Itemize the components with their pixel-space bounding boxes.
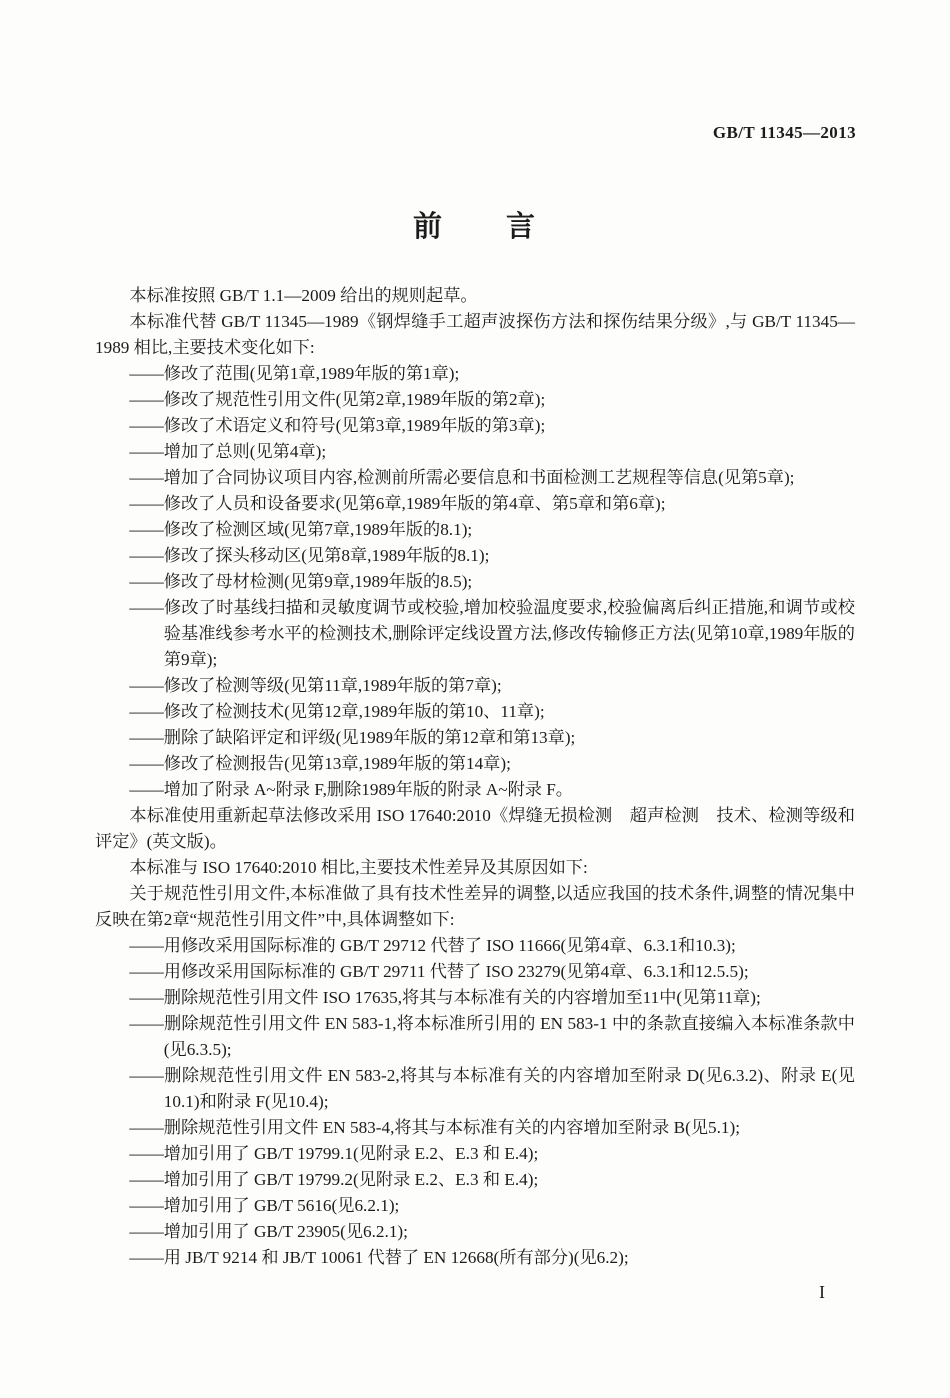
dash-prefix: —— (129, 702, 164, 721)
block-text: 删除规范性引用文件 EN 583-2,将其与本标准有关的内容增加至附录 D(见6.3.2)、附录 E(见10.1)和附录 F(见10.4); (163, 1066, 855, 1111)
paragraph (95, 309, 855, 361)
block-text: 修改了范围(见第1章,1989年版的第1章); (163, 364, 460, 383)
block-text: 本标准代替 GB/T 11345—1989《钢焊缝手工超声波探伤方法和探伤结果分级》,与 GB/T 11345—1989 相比,主要技术变化如下: (95, 312, 855, 357)
list-item (129, 959, 855, 985)
list-item (129, 1011, 855, 1063)
block-text: 删除规范性引用文件 ISO 17635,将其与本标准有关的内容增加至11中(见第11章); (163, 988, 761, 1007)
list-item (129, 933, 855, 959)
list-item (129, 543, 855, 569)
dash-prefix: —— (129, 1066, 164, 1085)
list-item (129, 751, 855, 777)
dash-prefix: —— (129, 988, 164, 1007)
block-text: 本标准按照 GB/T 1.1—2009 给出的规则起草。 (129, 286, 478, 305)
page-title: 前 言 (412, 211, 537, 243)
block-text: 增加引用了 GB/T 5616(见6.2.1); (163, 1196, 400, 1215)
block-text: 修改了人员和设备要求(见第6章,1989年版的第4章、第5章和第6章); (163, 494, 666, 513)
block-text: 本标准使用重新起草法修改采用 ISO 17640:2010《焊缝无损检测 超声检测 技术、检测等级和评定》(英文版)。 (95, 806, 855, 851)
dash-prefix: —— (129, 728, 164, 747)
block-text: 修改了探头移动区(见第8章,1989年版的8.1); (163, 546, 490, 565)
block-text: 修改了检测技术(见第12章,1989年版的第10、11章); (163, 702, 545, 721)
list-item (129, 673, 855, 699)
list-item (129, 465, 855, 491)
list-item (129, 1245, 855, 1271)
block-text: 用修改采用国际标准的 GB/T 29711 代替了 ISO 23279(见第4章、6.3.1和12.5.5); (163, 962, 749, 981)
block-text: 增加引用了 GB/T 23905(见6.2.1); (163, 1222, 408, 1241)
block-text: 修改了规范性引用文件(见第2章,1989年版的第2章); (163, 390, 546, 409)
block-text: 用修改采用国际标准的 GB/T 29712 代替了 ISO 11666(见第4章、6.3.1和10.3); (163, 936, 736, 955)
dash-prefix: —— (129, 390, 164, 409)
list-item (129, 569, 855, 595)
paragraph (95, 283, 855, 309)
block-text: 修改了检测区域(见第7章,1989年版的8.1); (163, 520, 473, 539)
dash-prefix: —— (129, 1170, 164, 1189)
block-text: 删除了缺陷评定和评级(见1989年版的第12章和第13章); (163, 728, 576, 747)
paragraph (95, 855, 855, 881)
list-item (129, 387, 855, 413)
dash-prefix: —— (129, 598, 164, 617)
list-item (129, 517, 855, 543)
list-item (129, 491, 855, 517)
block-text: 增加引用了 GB/T 19799.2(见附录 E.2、E.3 和 E.4); (163, 1170, 539, 1189)
list-item (129, 1141, 855, 1167)
list-item (129, 595, 855, 673)
block-text: 删除规范性引用文件 EN 583-1,将本标准所引用的 EN 583-1 中的条款直接编入本标准条款中(见6.3.5); (163, 1014, 855, 1059)
block-text: 本标准与 ISO 17640:2010 相比,主要技术性差异及其原因如下: (129, 858, 588, 877)
dash-prefix: —— (129, 416, 164, 435)
page-number: I (819, 1282, 825, 1302)
dash-prefix: —— (129, 1118, 164, 1137)
block-text: 修改了母材检测(见第9章,1989年版的8.5); (163, 572, 473, 591)
block-text: 修改了检测等级(见第11章,1989年版的第7章); (163, 676, 502, 695)
dash-prefix: —— (129, 468, 164, 487)
paragraph (95, 803, 855, 855)
dash-prefix: —— (129, 754, 164, 773)
dash-prefix: —— (129, 1248, 164, 1267)
dash-prefix: —— (129, 442, 164, 461)
list-item (129, 985, 855, 1011)
list-item (129, 361, 855, 387)
dash-prefix: —— (129, 520, 164, 539)
document-body (95, 283, 855, 1271)
block-text: 增加引用了 GB/T 19799.1(见附录 E.2、E.3 和 E.4); (163, 1144, 539, 1163)
block-text: 增加了合同协议项目内容,检测前所需必要信息和书面检测工艺规程等信息(见第5章); (163, 468, 795, 487)
block-text: 关于规范性引用文件,本标准做了具有技术性差异的调整,以适应我国的技术条件,调整的情况集中反映在第2章“规范性引用文件”中,具体调整如下: (95, 884, 855, 929)
dash-prefix: —— (129, 572, 164, 591)
list-item (129, 1115, 855, 1141)
list-item (129, 1063, 855, 1115)
list-item (129, 1219, 855, 1245)
dash-prefix: —— (129, 546, 164, 565)
dash-prefix: —— (129, 780, 164, 799)
dash-prefix: —— (129, 936, 164, 955)
block-text: 删除规范性引用文件 EN 583-4,将其与本标准有关的内容增加至附录 B(见5.1); (163, 1118, 741, 1137)
dash-prefix: —— (129, 364, 164, 383)
block-text: 修改了检测报告(见第13章,1989年版的第14章); (163, 754, 511, 773)
block-text: 增加了总则(见第4章); (163, 442, 327, 461)
dash-prefix: —— (129, 676, 164, 695)
dash-prefix: —— (129, 1222, 164, 1241)
block-text: 修改了时基线扫描和灵敏度调节或校验,增加校验温度要求,校验偏离后纠正措施,和调节或校验基准线参考水平的检测技术,删除评定线设置方法,修改传输修正方法(见第10章,1989年版的第9章); (163, 598, 855, 669)
dash-prefix: —— (129, 1014, 164, 1033)
dash-prefix: —— (129, 962, 164, 981)
block-text: 增加了附录 A~附录 F,删除1989年版的附录 A~附录 F。 (163, 780, 573, 799)
standard-number-header: GB/T 11345—2013 (712, 123, 856, 142)
list-item (129, 725, 855, 751)
list-item (129, 1167, 855, 1193)
dash-prefix: —— (129, 494, 164, 513)
list-item (129, 413, 855, 439)
list-item (129, 777, 855, 803)
block-text: 用 JB/T 9214 和 JB/T 10061 代替了 EN 12668(所有部分)(见6.2); (163, 1248, 629, 1267)
block-text: 修改了术语定义和符号(见第3章,1989年版的第3章); (163, 416, 546, 435)
list-item (129, 1193, 855, 1219)
dash-prefix: —— (129, 1144, 164, 1163)
dash-prefix: —— (129, 1196, 164, 1215)
paragraph (95, 881, 855, 933)
list-item (129, 439, 855, 465)
list-item (129, 699, 855, 725)
